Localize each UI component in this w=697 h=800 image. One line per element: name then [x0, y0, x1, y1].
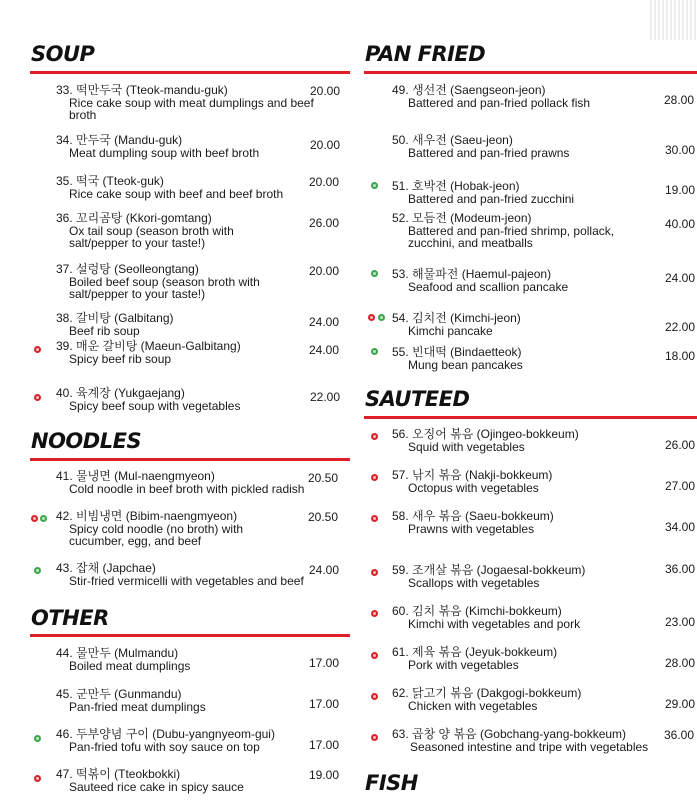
menu-item-57	[392, 469, 652, 494]
item-price: 24.00	[309, 343, 340, 357]
item-desc: Seafood and scallion pancake	[408, 279, 569, 294]
item-desc: Boiled beef soup (season broth with salt/pepper to your taste!)	[69, 274, 260, 301]
menu-item-56	[392, 428, 652, 453]
item-name: 33. 떡만두국 (Tteok-mandu-guk)	[56, 83, 228, 97]
spicy-icon	[368, 314, 375, 321]
item-desc: Beef rib soup	[69, 323, 140, 338]
item-desc: Meat dumpling soup with beef broth	[69, 145, 260, 160]
menu-item-47	[56, 768, 316, 793]
item-desc: Rice cake soup with beef and beef broth	[69, 186, 284, 201]
item-price: 36.00	[664, 728, 695, 742]
item-price: 29.00	[665, 697, 696, 711]
item-name: 62. 닭고기 볶음 (Dakgogi-bokkeum)	[392, 686, 582, 700]
vegetarian-icon	[371, 270, 378, 277]
item-name: 34. 만두국 (Mandu-guk)	[56, 133, 183, 147]
menu-item-36	[56, 212, 276, 250]
spicy-icon	[371, 569, 378, 576]
item-price: 20.50	[308, 510, 339, 524]
item-price: 28.00	[664, 93, 695, 107]
item-name: 42. 비빔냉면 (Bibim-naengmyeon)	[56, 509, 238, 523]
menu-item-54	[392, 312, 652, 337]
item-price: 20.00	[310, 138, 341, 152]
section-rule	[364, 71, 697, 74]
menu-item-43	[56, 562, 306, 587]
scan-edge	[650, 0, 697, 40]
section-title-pan-fried: PAN FRIED	[365, 42, 486, 66]
menu-item-42	[56, 510, 286, 548]
item-name: 51. 호박전 (Hobak-jeon)	[392, 179, 520, 193]
item-name: 40. 육계장 (Yukgaejang)	[56, 386, 185, 400]
item-desc: Mung bean pancakes	[408, 357, 523, 372]
menu-item-35	[56, 175, 316, 200]
section-title-sauteed: SAUTEED	[365, 387, 470, 411]
item-price: 34.00	[665, 520, 696, 534]
item-name: 59. 조개살 볶음 (Jogaesal-bokkeum)	[392, 563, 586, 577]
item-desc: Battered and pan-fried shrimp, pollack, zucchini, and meatballs	[408, 223, 615, 250]
item-name: 47. 떡볶이 (Tteokbokki)	[56, 767, 181, 781]
item-name: 45. 군만두 (Gunmandu)	[56, 687, 182, 701]
item-desc: Pork with vegetables	[408, 657, 519, 672]
item-price: 18.00	[665, 349, 696, 363]
section-rule	[30, 71, 350, 74]
vegetarian-icon	[378, 314, 385, 321]
item-desc: Ox tail soup (season broth with salt/pepper to your taste!)	[69, 223, 234, 250]
item-price: 20.00	[309, 264, 340, 278]
spicy-icon	[371, 610, 378, 617]
item-desc: Chicken with vegetables	[408, 698, 538, 713]
item-price: 26.00	[309, 216, 340, 230]
item-price: 22.00	[310, 390, 341, 404]
section-rule	[30, 634, 350, 637]
vegetarian-icon	[34, 735, 41, 742]
item-name: 50. 새우전 (Saeu-jeon)	[392, 133, 513, 147]
item-desc: Spicy beef soup with vegetables	[69, 398, 241, 413]
item-name: 56. 오징어 볶음 (Ojingeo-bokkeum)	[392, 427, 579, 441]
menu-item-60	[392, 605, 652, 630]
menu-item-44	[56, 647, 296, 672]
item-price: 20.00	[309, 175, 340, 189]
item-price: 40.00	[665, 217, 696, 231]
item-name: 43. 잡채 (Japchae)	[56, 561, 156, 575]
item-desc: Pan-fried tofu with soy sauce on top	[69, 739, 260, 754]
item-price: 36.00	[665, 562, 696, 576]
menu-item-37	[56, 263, 281, 301]
menu-item-58	[392, 510, 652, 535]
vegetarian-icon	[371, 182, 378, 189]
item-desc: Kimchi with vegetables and pork	[408, 616, 581, 631]
item-desc: Battered and pan-fried prawns	[408, 145, 570, 160]
spicy-icon	[371, 693, 378, 700]
item-desc: Octopus with vegetables	[408, 480, 539, 495]
menu-item-34	[56, 134, 336, 159]
vegetarian-icon	[371, 348, 378, 355]
spicy-icon	[34, 775, 41, 782]
spicy-icon	[371, 734, 378, 741]
item-price: 19.00	[665, 183, 696, 197]
item-name: 52. 모듬전 (Modeum-jeon)	[392, 211, 532, 225]
item-name: 44. 물만두 (Mulmandu)	[56, 646, 179, 660]
item-desc: Prawns with vegetables	[408, 521, 535, 536]
vegetarian-icon	[34, 567, 41, 574]
menu-item-50	[392, 134, 652, 159]
menu-item-45	[56, 688, 296, 713]
item-desc: Rice cake soup with meat dumplings and beef broth	[69, 95, 314, 122]
vegetarian-icon	[40, 515, 47, 522]
spicy-icon	[31, 515, 38, 522]
item-price: 26.00	[665, 438, 696, 452]
item-name: 41. 물냉면 (Mul-naengmyeon)	[56, 469, 215, 483]
spicy-icon	[371, 652, 378, 659]
item-name: 53. 해물파전 (Haemul-pajeon)	[392, 267, 552, 281]
menu-item-51	[392, 180, 652, 205]
menu-item-46	[56, 728, 316, 753]
menu-item-39	[56, 340, 296, 365]
item-name: 63. 곱창 양 볶음 (Gobchang-yang-bokkeum)	[392, 727, 627, 741]
item-name: 57. 낚지 볶음 (Nakji-bokkeum)	[392, 468, 553, 482]
item-price: 17.00	[309, 656, 340, 670]
item-desc: Boiled meat dumplings	[69, 658, 191, 673]
item-name: 58. 새우 볶음 (Saeu-bokkeum)	[392, 509, 554, 523]
item-desc: Squid with vegetables	[408, 439, 525, 454]
item-name: 46. 두부양념 구이 (Dubu-yangnyeom-gui)	[56, 727, 275, 741]
spicy-icon	[371, 474, 378, 481]
item-desc: Battered and pan-fried zucchini	[408, 191, 575, 206]
item-price: 22.00	[665, 320, 696, 334]
item-desc: Spicy beef rib soup	[69, 351, 172, 366]
item-price: 28.00	[665, 656, 696, 670]
section-title-other: OTHER	[31, 606, 109, 630]
menu-item-62	[392, 687, 652, 712]
spicy-icon	[371, 433, 378, 440]
menu-item-38	[56, 312, 296, 337]
item-desc: Cold noodle in beef broth with pickled radish	[69, 481, 305, 496]
menu-item-55	[392, 346, 652, 371]
menu-item-63	[392, 728, 672, 753]
item-price: 30.00	[665, 143, 696, 157]
item-price: 24.00	[309, 563, 340, 577]
item-name: 39. 매운 갈비탕 (Maeun-Galbitang)	[56, 339, 241, 353]
spicy-icon	[34, 394, 41, 401]
item-name: 49. 생선전 (Saengseon-jeon)	[392, 83, 546, 97]
item-price: 23.00	[665, 615, 696, 629]
item-name: 60. 김치 볶음 (Kimchi-bokkeum)	[392, 604, 562, 618]
item-desc: Pan-fried meat dumplings	[69, 699, 206, 714]
item-desc: Spicy cold noodle (no broth) with cucumber, egg, and beef	[69, 521, 244, 548]
menu-item-59	[392, 564, 652, 589]
item-price: 17.00	[309, 738, 340, 752]
item-name: 37. 설렁탕 (Seolleongtang)	[56, 262, 199, 276]
section-title-fish: FISH	[365, 771, 418, 795]
item-name: 55. 빈대떡 (Bindaetteok)	[392, 345, 522, 359]
menu-item-53	[392, 268, 652, 293]
item-desc: Stir-fried vermicelli with vegetables and beef	[69, 573, 304, 588]
spicy-icon	[34, 346, 41, 353]
item-desc: Kimchi pancake	[408, 323, 493, 338]
item-name: 36. 꼬리곰탕 (Kkori-gomtang)	[56, 211, 212, 225]
item-price: 24.00	[309, 315, 340, 329]
menu-item-61	[392, 646, 652, 671]
item-name: 61. 제육 볶음 (Jeyuk-bokkeum)	[392, 645, 558, 659]
item-name: 38. 갈비탕 (Galbitang)	[56, 311, 174, 325]
item-desc: Seasoned intestine and tripe with vegetables	[410, 739, 649, 754]
item-price: 24.00	[665, 271, 696, 285]
menu-item-52	[392, 212, 637, 250]
section-rule	[30, 458, 350, 461]
item-price: 20.00	[310, 84, 341, 98]
menu-item-41	[56, 470, 341, 495]
menu-item-33	[56, 84, 341, 122]
item-price: 17.00	[309, 697, 340, 711]
menu-item-40	[56, 387, 296, 412]
item-name: 54. 김치전 (Kimchi-jeon)	[392, 311, 521, 325]
item-price: 20.50	[308, 471, 339, 485]
item-price: 27.00	[665, 479, 696, 493]
spicy-icon	[371, 515, 378, 522]
item-price: 19.00	[309, 768, 340, 782]
section-title-noodles: NOODLES	[31, 429, 142, 453]
item-desc: Battered and pan-fried pollack fish	[408, 95, 591, 110]
item-desc: Scallops with vegetables	[408, 575, 540, 590]
menu-item-49	[392, 84, 652, 109]
section-title-soup: SOUP	[31, 42, 95, 66]
item-desc: Sauteed rice cake in spicy sauce	[69, 779, 244, 794]
section-rule	[364, 416, 697, 419]
item-name: 35. 떡국 (Tteok-guk)	[56, 174, 164, 188]
